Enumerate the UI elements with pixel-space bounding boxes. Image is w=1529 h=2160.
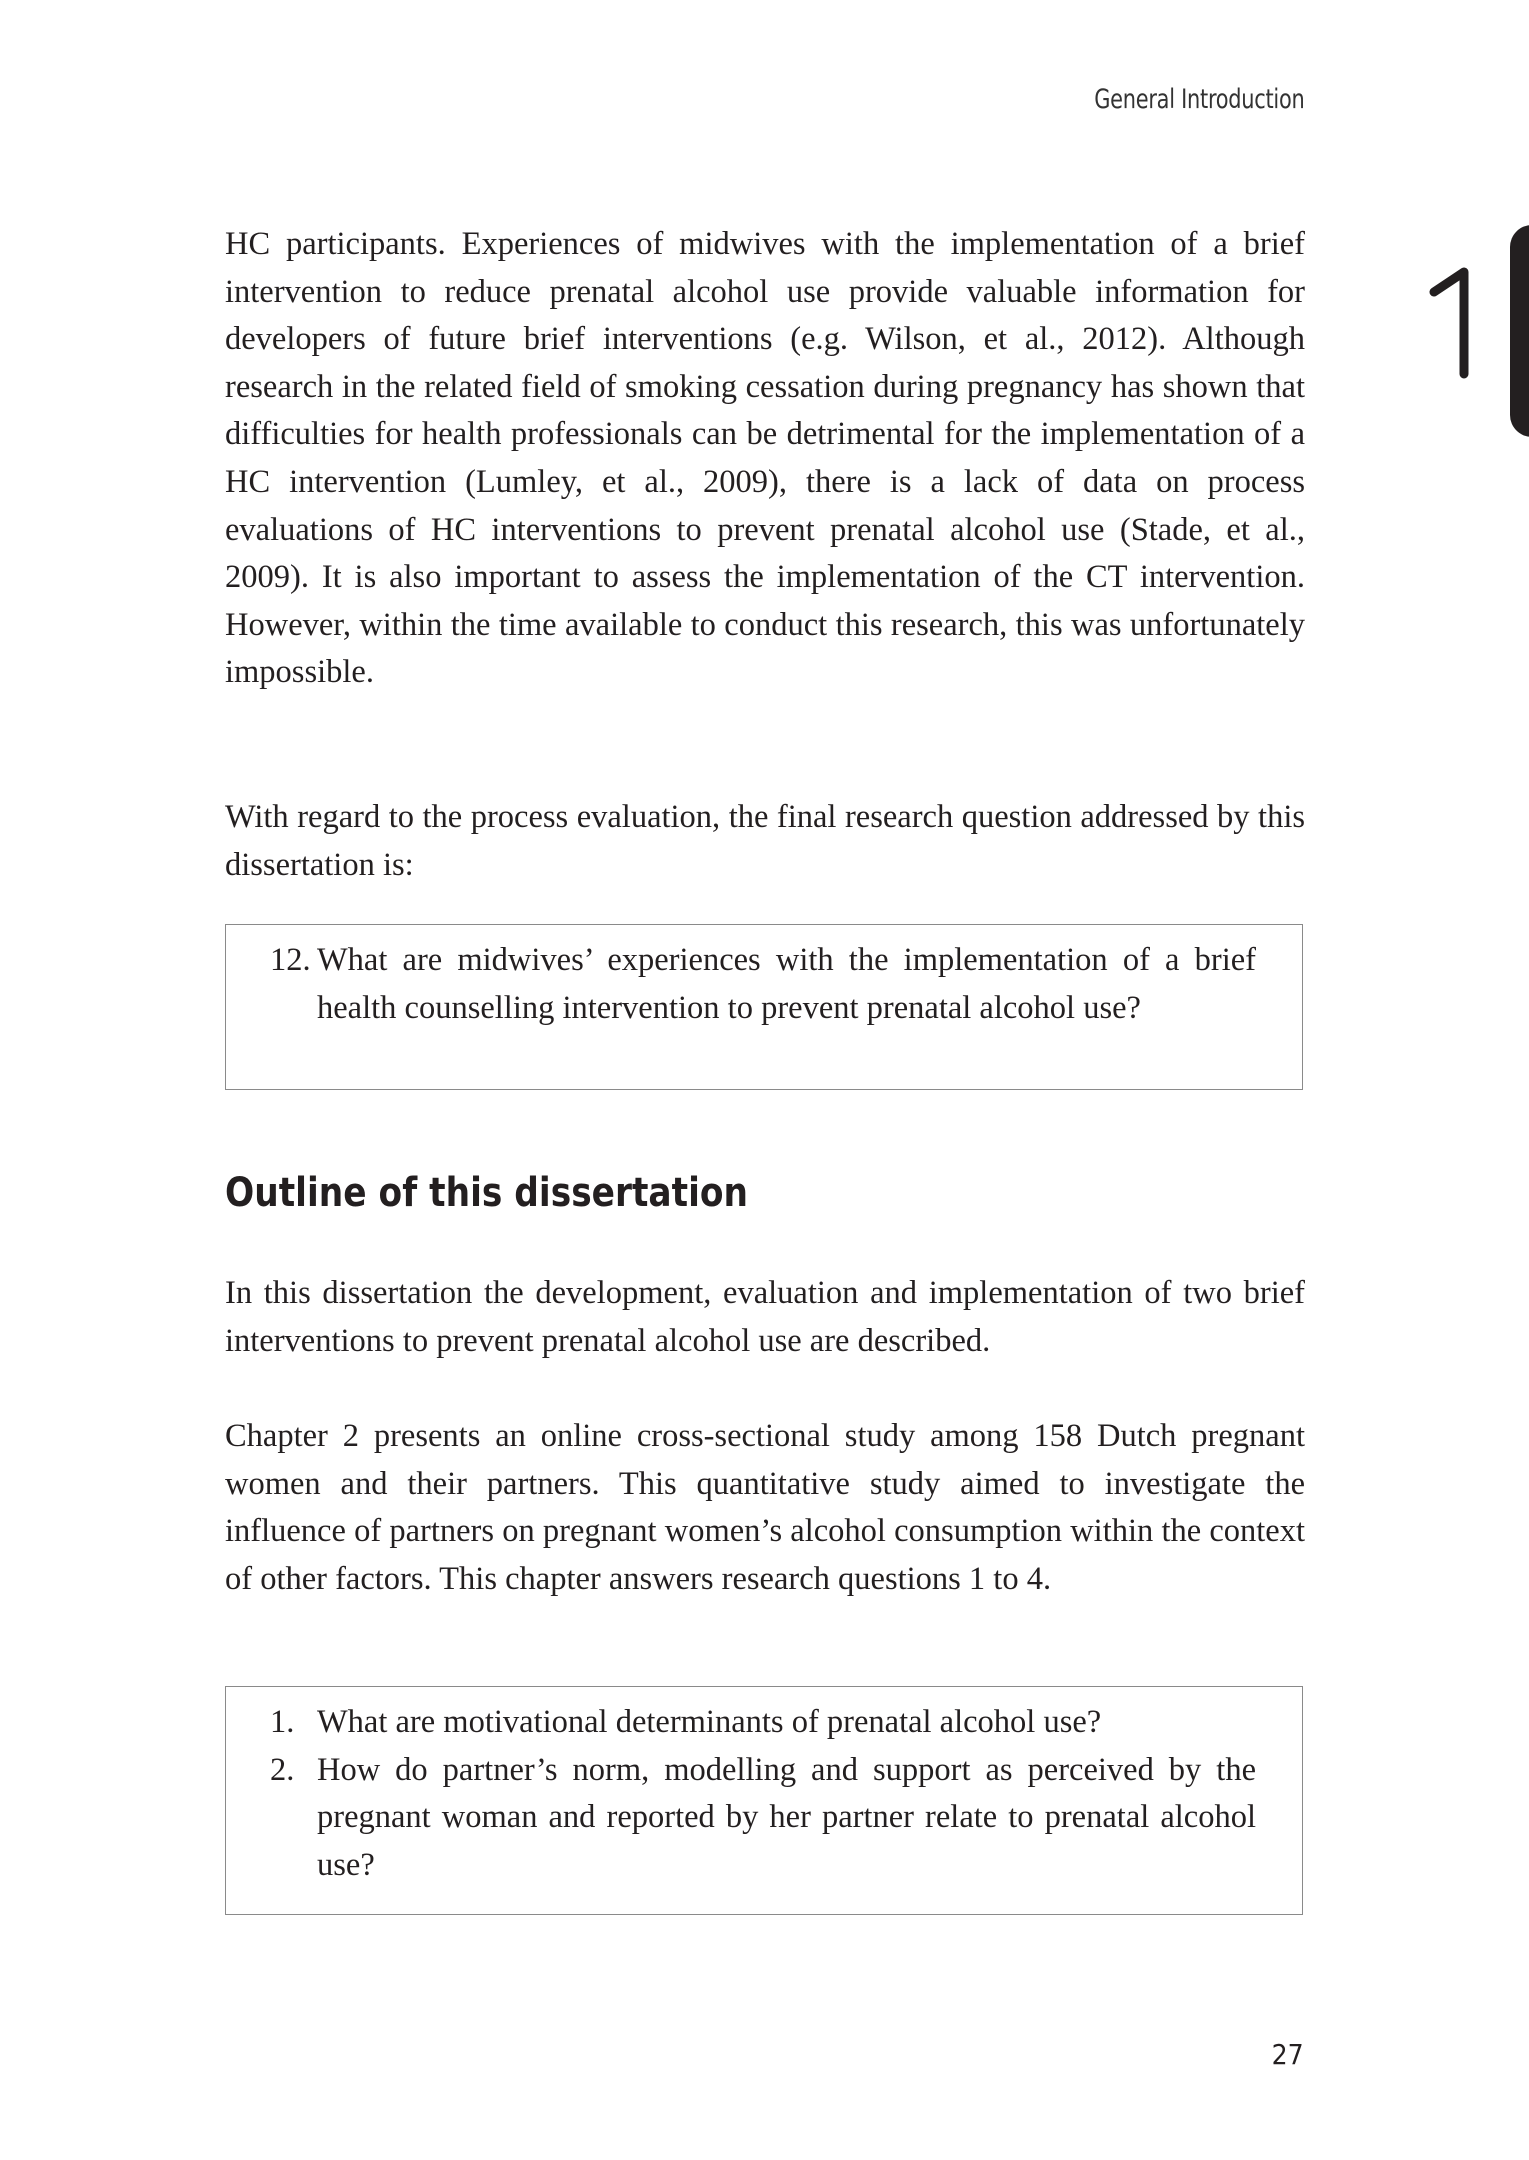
question-text: What are motivational determinants of prenatal alcohol use? xyxy=(317,1704,1102,1740)
research-question-item xyxy=(226,1747,1302,1890)
question-number: 1. xyxy=(270,1704,295,1740)
research-question-list xyxy=(226,1699,1302,1889)
research-question-box-12 xyxy=(225,924,1303,1090)
question-number: 12. xyxy=(270,942,311,978)
question-text: What are midwives’ experiences with the implementation of a brief health counselling intervention to prevent prenatal alcohol use? xyxy=(317,942,1256,1026)
chapter-number-glyph-icon xyxy=(1428,262,1476,382)
running-header: General Introduction xyxy=(1093,84,1304,115)
research-question-box-1-2 xyxy=(225,1686,1303,1915)
research-question-item xyxy=(226,1699,1302,1747)
research-question-list xyxy=(226,937,1302,1032)
research-question-item xyxy=(226,937,1302,1032)
section-heading: Outline of this dissertation xyxy=(225,1170,748,1216)
question-number: 2. xyxy=(270,1751,295,1788)
paragraph-final-question-intro: With regard to the process evaluation, the final research question addressed by this dissertation is: xyxy=(225,799,1305,883)
question-text: How do partner’s norm, modelling and support as perceived by the pregnant woman and reported by her partner relate to prenatal alcohol use? xyxy=(317,1751,1256,1883)
page-number: 27 xyxy=(1271,2038,1304,2071)
paragraph-process-evaluation: HC participants. Experiences of midwives with the implementation of a brief intervention to reduce prenatal alcohol use provide valuable information for developers of future brief interventions (e.g. Wilson, et al., 2012). Although research in the related field of smoking cessation during pregnancy has shown that difficulties for health professionals can be detrimental for the implementation of a HC intervention (Lumley, et al., 2009), there is a lack of data on process evaluations of HC interventions to prevent prenatal alcohol use (Stade, et al., 2009). It is also important to assess the implementation of the CT intervention. However, within the time available to conduct this research, this was unfortunately impossible. xyxy=(225,226,1305,691)
paragraph-outline-intro: In this dissertation the development, evaluation and implementation of two brief interventions to prevent prenatal alcohol use are described. xyxy=(225,1275,1305,1359)
chapter-number xyxy=(1428,262,1476,382)
paragraph-chapter-2: Chapter 2 presents an online cross-sectional study among 158 Dutch pregnant women and their partners. This quantitative study aimed to investigate the influence of partners on pregnant women’s alcohol consumption within the context of other factors. This chapter answers research questions 1 to 4. xyxy=(225,1418,1305,1597)
chapter-thumb-tab xyxy=(1510,225,1529,437)
